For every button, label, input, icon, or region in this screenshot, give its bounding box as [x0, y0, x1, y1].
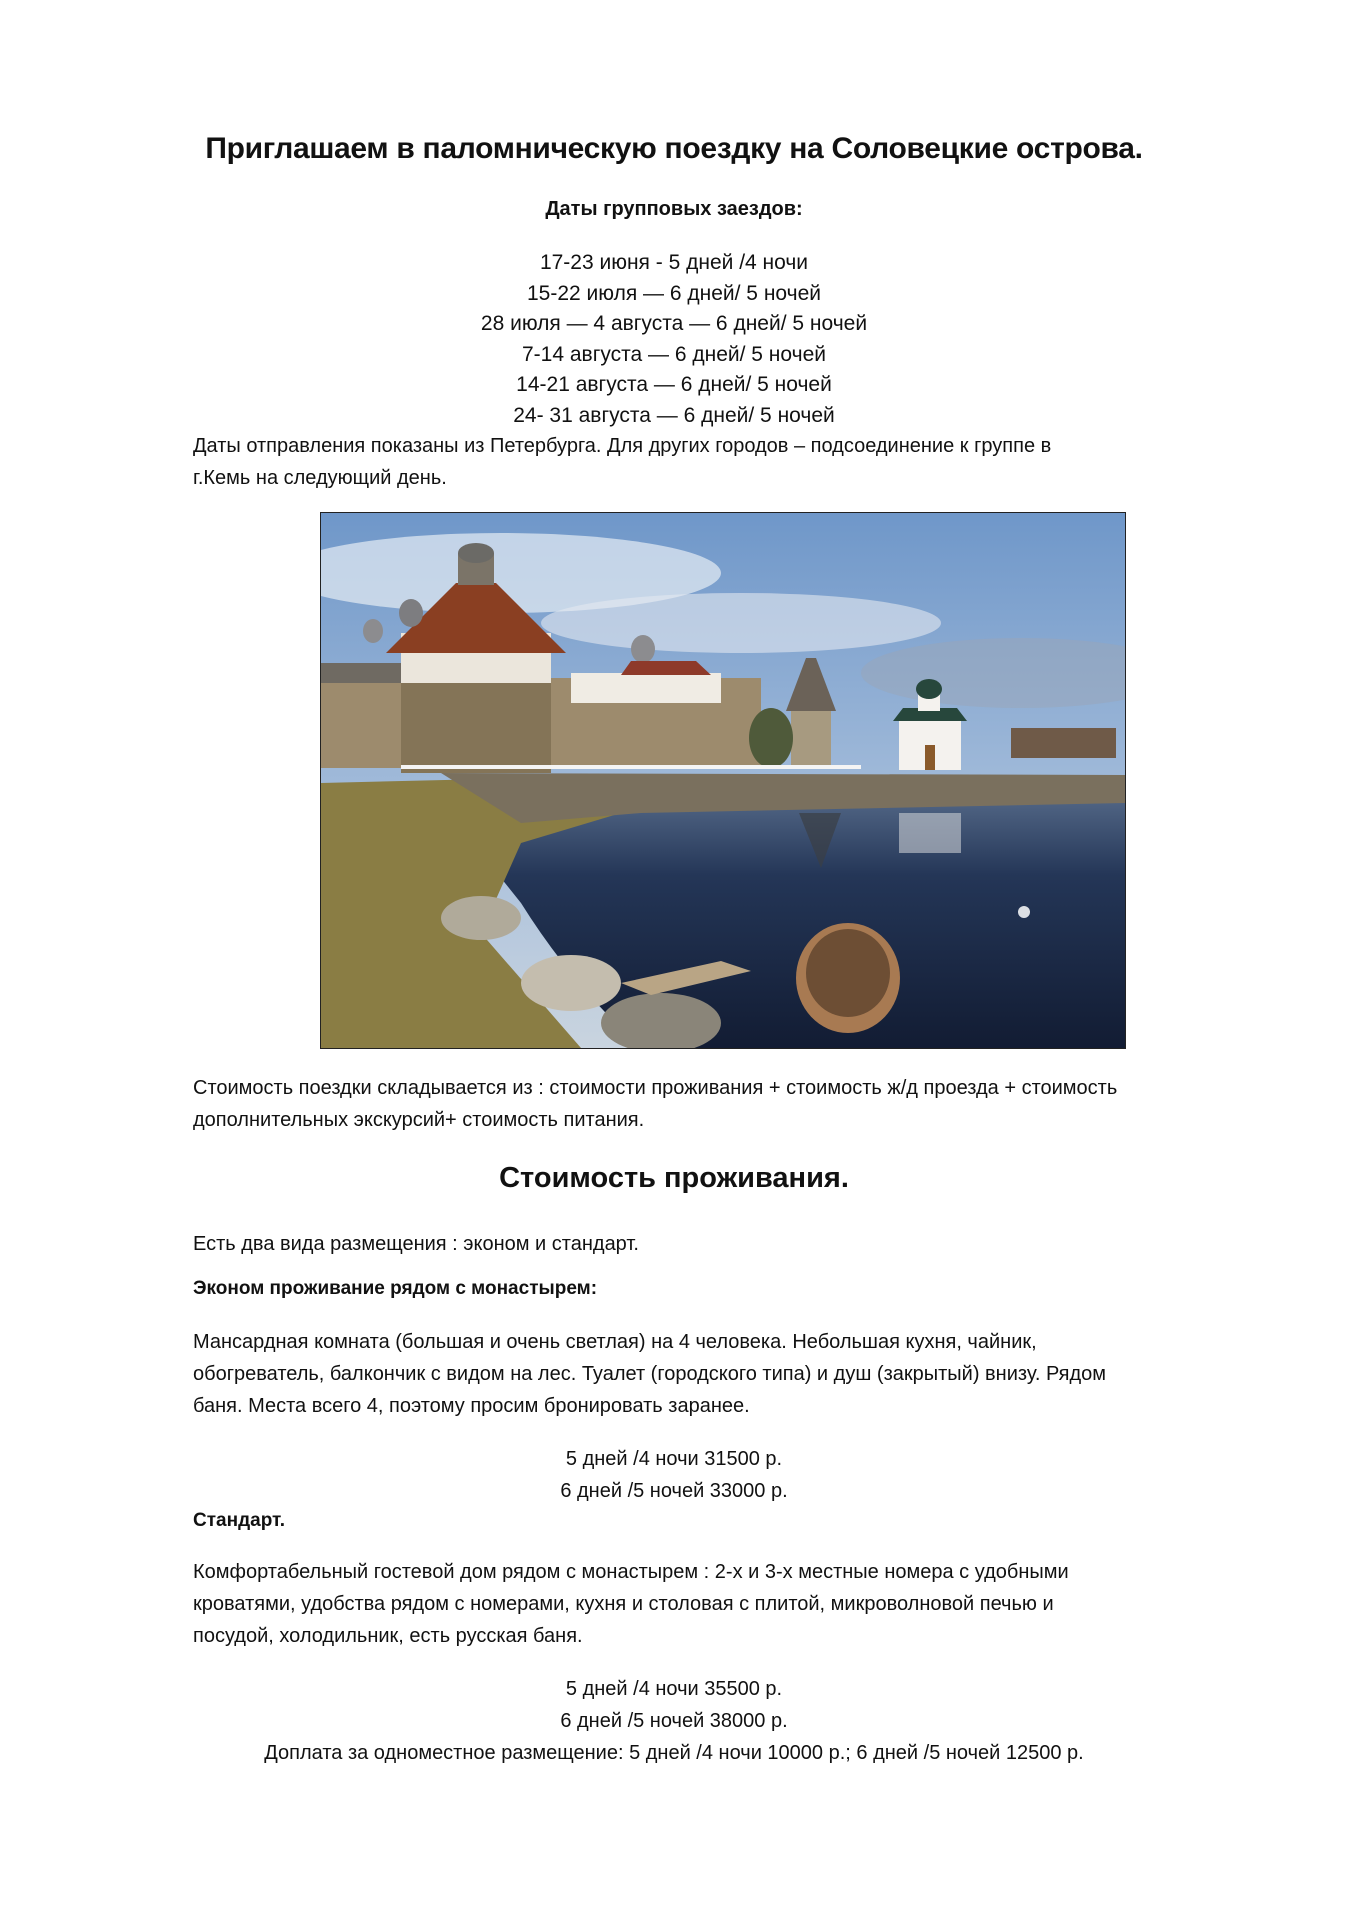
- economy-description-line: баня. Места всего 4, поэтому просим бронировать заранее.: [193, 1395, 750, 1417]
- date-item: 24- 31 августа — 6 дней/ 5 ночей: [513, 403, 835, 427]
- tree: [749, 708, 793, 768]
- chapel-dome: [916, 679, 942, 699]
- onion-dome: [363, 619, 383, 643]
- date-item: 15-22 июля — 6 дней/ 5 ночей: [527, 281, 821, 305]
- departure-note: [193, 430, 1273, 494]
- buoy: [1018, 906, 1030, 918]
- accommodation-intro: Есть два вида размещения : эконом и стандарт.: [193, 1233, 639, 1255]
- boulder: [441, 896, 521, 940]
- white-fence: [401, 765, 861, 769]
- departure-note-line: г.Кемь на следующий день.: [193, 467, 447, 489]
- building-roof: [621, 661, 711, 675]
- economy-description-line: обогреватель, балкончик с видом на лес. Туалет (городского типа) и душ (закрытый) внизу. Рядом: [193, 1363, 1106, 1385]
- date-item: 17-23 июня - 5 дней /4 ночи: [539, 251, 809, 274]
- date-item: 28 июля — 4 августа — 6 дней/ 5 ночей: [480, 312, 868, 335]
- standard-description-line: кроватями, удобства рядом с номерами, кухня и столовая с плитой, микроволновой печью и: [193, 1593, 1054, 1615]
- rowboat-inside: [806, 929, 890, 1017]
- cone-tower: [791, 708, 831, 768]
- chapel-reflection: [899, 813, 961, 853]
- standard-prices: [0, 1673, 1348, 1769]
- cost-intro: [193, 1072, 1273, 1136]
- onion-dome: [399, 599, 423, 627]
- standard-label: Стандарт.: [193, 1510, 285, 1531]
- economy-label: Эконом проживание рядом с монастырем:: [193, 1278, 598, 1299]
- photo-illustration: [321, 513, 1125, 1048]
- date-item: 14-21 августа — 6 дней/ 5 ночей: [516, 373, 832, 396]
- cost-intro-line: дополнительных экскурсий+ стоимость питания.: [193, 1109, 645, 1131]
- price-line: 6 дней /5 ночей 33000 р.: [560, 1480, 788, 1502]
- cloud: [541, 593, 941, 653]
- economy-prices: [0, 1443, 1348, 1507]
- standard-description-line: посудой, холодильник, есть русская баня.: [193, 1625, 583, 1647]
- wall-roof: [321, 663, 411, 683]
- monastery-building: [571, 673, 721, 703]
- tower-base: [401, 683, 551, 773]
- standard-description-line: Комфортабельный гостевой дом рядом с монастырем : 2-х и 3-х местные номера с удобными: [193, 1561, 1069, 1583]
- single-supplement: Доплата за одноместное размещение: 5 дней /4 ночи 10000 р.; 6 дней /5 ночей 12500 р.: [264, 1742, 1084, 1764]
- price-line: 5 дней /4 ночи 31500 р.: [565, 1448, 783, 1470]
- onion-dome: [631, 635, 655, 663]
- accommodation-heading: Стоимость проживания.: [499, 1162, 849, 1194]
- date-item: 7-14 августа — 6 дней/ 5 ночей: [522, 342, 826, 366]
- boulder: [521, 955, 621, 1011]
- price-line: 5 дней /4 ночи 35500 р.: [565, 1678, 783, 1700]
- distant-building: [1011, 728, 1116, 758]
- economy-description: [193, 1326, 1273, 1422]
- solovetsky-monastery-photo: [320, 512, 1126, 1049]
- price-line: 6 дней /5 ночей 38000 р.: [560, 1710, 788, 1732]
- dates-heading: Даты групповых заездов:: [545, 198, 803, 220]
- dates-list: [0, 248, 1348, 431]
- page-title: Приглашаем в паломническую поездку на Соловецкие острова.: [205, 132, 1143, 165]
- chapel-door: [925, 745, 935, 770]
- tower-cupola: [458, 543, 494, 563]
- economy-description-line: Мансардная комната (большая и очень светлая) на 4 человека. Небольшая кухня, чайник,: [193, 1331, 1037, 1353]
- standard-description: [193, 1556, 1273, 1652]
- departure-note-line: Даты отправления показаны из Петербурга. Для других городов – подсоединение к группе в: [193, 435, 1052, 457]
- cost-intro-line: Стоимость поездки складывается из : стоимости проживания + стоимость ж/д проезда + стоимость: [193, 1077, 1118, 1099]
